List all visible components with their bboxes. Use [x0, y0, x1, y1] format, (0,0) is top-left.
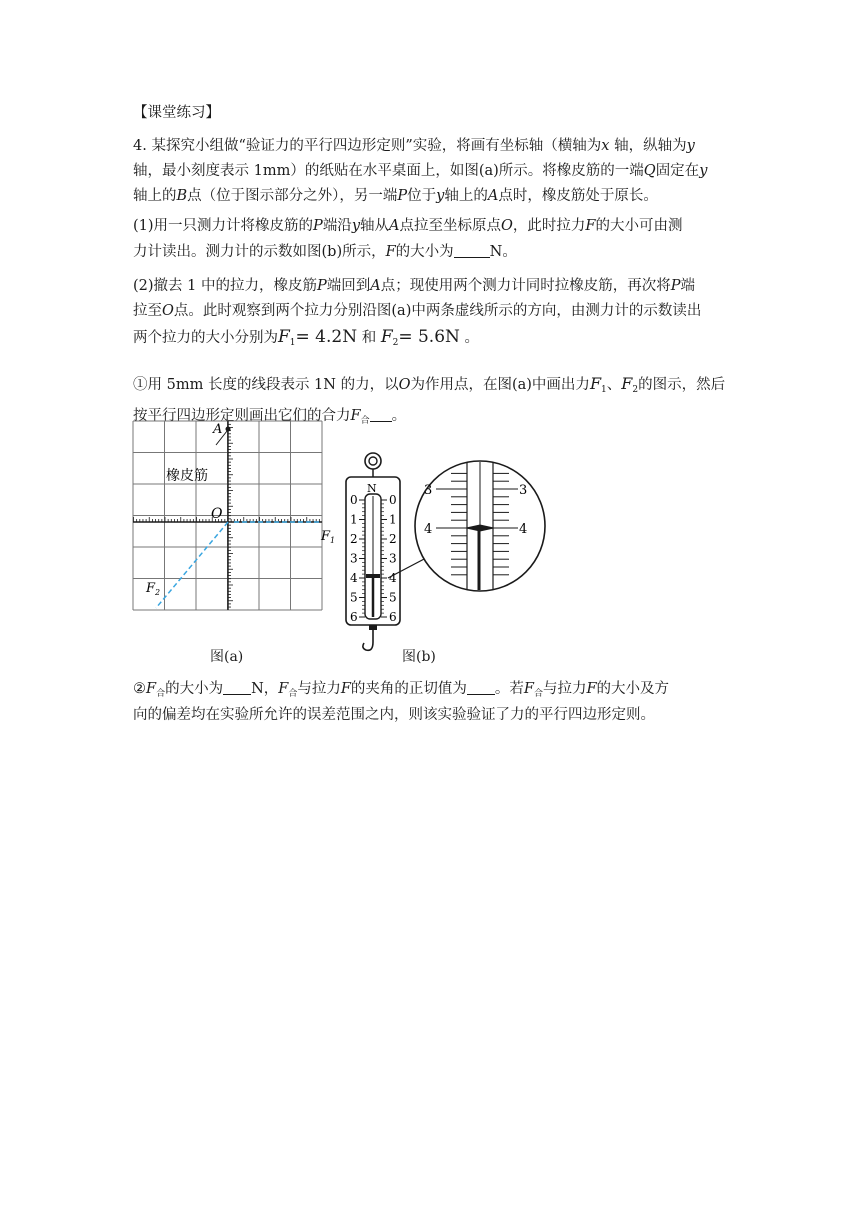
part-1-line-2: 力计读出。测力计的示数如图(b)所示，F的大小为 N。	[133, 244, 517, 260]
question-2-line-2: 向的偏差均在实验所允许的误差范围之内，则该实验验证了力的平行四边形定则。	[133, 707, 655, 723]
answer-blank-tangent[interactable]	[467, 680, 495, 695]
zoom-number-left: 4	[424, 522, 433, 537]
answer-blank-resultant-drawing[interactable]	[370, 407, 392, 422]
scale-hook-icon	[363, 630, 373, 650]
part-2-line-2: 拉至O点。此时观察到两个拉力分别沿图(a)中两条虚线所示的方向，由测力计的示数读出	[133, 303, 702, 319]
zoom-number-right: 3	[519, 483, 528, 498]
problem-number: 4.	[133, 138, 147, 154]
problem-line-3: 轴上的B点（位于图示部分之外），另一端P位于y轴上的A点时，橡皮筋处于原长。	[133, 188, 658, 204]
scale-number-left: 0	[350, 493, 358, 507]
scale-number-right: 0	[389, 493, 397, 507]
figure-b-spring-scale	[330, 452, 560, 664]
point-a-dot	[226, 427, 231, 432]
part-1-line-1: (1)用一只测力计将橡皮筋的P端沿y轴从A点拉至坐标原点O，此时拉力F的大小可由测	[133, 218, 683, 234]
question-2-line-1: $②F_合$的大小为 N，$F_合$与拉力F的夹角的正切值为 。若$F_合$与拉力F的大小及方	[133, 681, 670, 699]
part-2-line-3: 两个拉力的大小分别为$F_1= 4.2N$ 和 $F_2= 5.6N$ 。	[133, 327, 480, 348]
figure-a-caption: 图(a)	[210, 649, 244, 665]
question-1-line-1: ①用 5mm 长度的线段表示 1N 的力，以O为作用点，在图(a)中画出力$F_1$、$F_2$的图示，然后	[133, 374, 726, 395]
zoom-number-right: 4	[519, 522, 528, 537]
label-rubber-band: 橡皮筋	[166, 468, 208, 484]
scale-unit-label: N	[367, 482, 377, 495]
problem-line-1: 4. 某探究小组做“验证力的平行四边形定则”实验，将画有坐标轴（横轴为x 轴，纵轴为y	[133, 138, 695, 154]
scale-number-left: 1	[350, 512, 358, 527]
answer-blank-resultant-magnitude[interactable]	[223, 680, 251, 695]
figure-a-coordinate-grid	[130, 418, 336, 638]
scale-number-right: 4	[389, 571, 397, 585]
label-a: A	[213, 422, 223, 437]
scale-number-right: 3	[389, 551, 397, 566]
label-f2: $F_2$	[146, 581, 161, 597]
scale-number-right: 2	[389, 532, 397, 546]
label-origin-o: O	[211, 506, 223, 522]
scale-number-left: 6	[350, 610, 358, 624]
problem-line-2: 轴，最小刻度表示 1mm）的纸贴在水平桌面上，如图(a)所示。将橡皮筋的一端Q固定在y	[133, 163, 708, 179]
scale-number-right: 1	[389, 512, 397, 527]
scale-number-right: 5	[389, 590, 397, 605]
label-f1: $F_1$	[321, 529, 336, 545]
f2-dashed-direction	[156, 522, 228, 608]
figure-b-caption: 图(b)	[402, 649, 436, 665]
part-2-line-1: (2)撤去 1 中的拉力，橡皮筋P端回到A点；现使用两个测力计同时拉橡皮筋，再次将P端	[133, 278, 695, 294]
answer-blank-f[interactable]	[454, 243, 490, 258]
scale-top-ring	[365, 453, 381, 469]
scale-number-left: 4	[350, 571, 358, 585]
scale-number-left: 2	[350, 532, 358, 546]
question-1-line-2: 按平行四边形定则画出它们的合力$F_合$ 。	[133, 408, 407, 426]
scale-pointer	[366, 574, 380, 578]
scale-number-left: 3	[350, 551, 358, 566]
scale-number-right: 6	[389, 610, 397, 624]
zoom-number-left: 3	[424, 483, 433, 498]
section-heading: 【课堂练习】	[133, 105, 220, 121]
scale-number-left: 5	[350, 590, 358, 605]
